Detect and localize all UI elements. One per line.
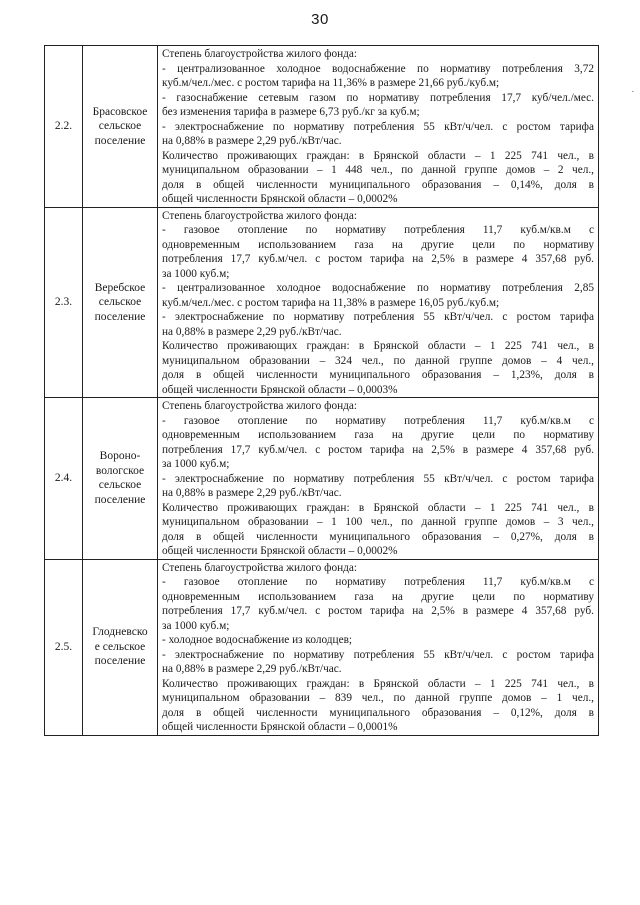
settlement-name-line: вологское bbox=[95, 464, 145, 477]
description-line: без изменения тарифа в размере 6,73 руб./кг за куб.м; bbox=[162, 106, 420, 118]
row-number: 2.5. bbox=[45, 559, 83, 735]
settlement-name bbox=[83, 207, 158, 398]
margin-mark: . bbox=[631, 84, 634, 94]
description-line: - электроснабжение по нормативу потребления 55 кВт/ч/чел. с ростом тарифа bbox=[162, 472, 594, 485]
description-line: Степень благоустройства жилого фонда: bbox=[162, 561, 358, 574]
description-line: одновременным использованием газа на другие цели по нормативу bbox=[162, 238, 594, 251]
description-line: общей численности Брянской области – 0,0002% bbox=[162, 193, 398, 205]
row-description bbox=[158, 46, 599, 208]
row-description bbox=[158, 398, 599, 560]
description-line: Степень благоустройства жилого фонда: bbox=[162, 209, 358, 222]
settlement-name-line: Веребское bbox=[94, 281, 146, 294]
table-row bbox=[45, 207, 599, 398]
description-line: - централизованное холодное водоснабжение по нормативу потребления 2,85 bbox=[162, 282, 594, 294]
settlement-name bbox=[83, 559, 158, 735]
row-number: 2.3. bbox=[45, 207, 83, 398]
description-line: Степень благоустройства жилого фонда: bbox=[162, 400, 358, 412]
description-line: Количество проживающих граждан: в Брянской области – 1 225 741 чел., в bbox=[162, 149, 594, 162]
table-row bbox=[45, 46, 599, 208]
description-line: за 1000 куб.м; bbox=[162, 619, 230, 632]
description-line: - электроснабжение по нормативу потребления 55 кВт/ч/чел. с ростом тарифа bbox=[162, 648, 594, 661]
description-line: куб.м/чел./мес. с ростом тарифа на 11,38% в размере 16,05 руб./куб.м; bbox=[162, 296, 500, 309]
description-line: общей численности Брянской области – 0,0003% bbox=[162, 383, 398, 396]
tariff-table bbox=[44, 45, 599, 736]
row-description bbox=[158, 207, 599, 398]
settlement-name-line: поселение bbox=[94, 655, 146, 668]
settlement-name-line: е сельское bbox=[94, 640, 146, 653]
description-line: муниципальном образовании – 324 чел., по данной группе домов – 4 чел., bbox=[162, 354, 594, 367]
description-line: - централизованное холодное водоснабжение по нормативу потребления 3,72 bbox=[162, 62, 594, 75]
page-number: 30 bbox=[311, 11, 329, 28]
description-line: муниципальном образовании – 1 448 чел., по данной группе домов – 2 чел., bbox=[162, 164, 594, 176]
settlement-name-line: поселение bbox=[94, 493, 146, 506]
settlement-name-line: Вороно- bbox=[99, 450, 141, 463]
settlement-name-line: Глодневско bbox=[92, 626, 148, 639]
table-body bbox=[45, 46, 599, 736]
description-line: - газовое отопление по нормативу потребления 11,7 куб.м/кв.м с bbox=[162, 576, 594, 588]
settlement-name-line: сельское bbox=[98, 296, 142, 308]
description-line: потребления 17,7 куб.м/чел. с ростом тарифа на 2,5% в размере 4 357,68 руб. bbox=[162, 443, 594, 456]
description-line: на 0,88% в размере 2,29 руб./кВт/час. bbox=[162, 487, 342, 499]
description-line: куб.м/чел./мес. с ростом тарифа на 11,36% в размере 21,66 руб./куб.м; bbox=[162, 77, 500, 89]
row-description bbox=[158, 559, 599, 735]
settlement-name bbox=[83, 46, 158, 208]
description-line: одновременным использованием газа на другие цели по нормативу bbox=[162, 429, 594, 441]
description-line: - газовое отопление по нормативу потребления 11,7 куб.м/кв.м с bbox=[162, 414, 594, 427]
settlement-name-line: поселение bbox=[94, 310, 146, 323]
settlement-name bbox=[83, 398, 158, 560]
description-line: Количество проживающих граждан: в Брянской области – 1 225 741 чел., в bbox=[162, 677, 594, 690]
description-line: потребления 17,7 куб.м/чел. с ростом тарифа на 2,5% в размере 4 357,68 руб. bbox=[162, 253, 594, 265]
description-line: общей численности Брянской области – 0,0002% bbox=[162, 545, 398, 557]
description-line: одновременным использованием газа на другие цели по нормативу bbox=[162, 590, 594, 603]
description-line: Количество проживающих граждан: в Брянской области – 1 225 741 чел., в bbox=[162, 340, 594, 352]
settlement-name-line: поселение bbox=[94, 134, 146, 147]
description-line: муниципальном образовании – 839 чел., по данной группе домов – 1 чел., bbox=[162, 692, 594, 704]
description-line: доля в общей численности муниципального образования – 1,23%, доля в bbox=[162, 369, 594, 381]
description-line: за 1000 куб.м; bbox=[162, 458, 230, 470]
description-line: доля в общей численности муниципального образования – 0,14%, доля в bbox=[162, 178, 594, 191]
description-line: Количество проживающих граждан: в Брянской области – 1 225 741 чел., в bbox=[162, 501, 594, 514]
description-line: - холодное водоснабжение из колодцев; bbox=[162, 634, 353, 646]
description-line: потребления 17,7 куб.м/чел. с ростом тарифа на 2,5% в размере 4 357,68 руб. bbox=[162, 605, 594, 617]
settlement-name-line: сельское bbox=[98, 120, 142, 132]
description-line: на 0,88% в размере 2,29 руб./кВт/час. bbox=[162, 135, 342, 147]
settlement-name-line: Брасовское bbox=[92, 105, 148, 118]
description-line: муниципальном образовании – 1 100 чел., по данной группе домов – 3 чел., bbox=[162, 516, 594, 528]
row-number: 2.4. bbox=[45, 398, 83, 560]
description-line: за 1000 куб.м; bbox=[162, 267, 230, 280]
description-line: общей численности Брянской области – 0,0001% bbox=[162, 721, 398, 733]
description-line: на 0,88% в размере 2,29 руб./кВт/час. bbox=[162, 325, 342, 338]
row-number: 2.2. bbox=[45, 46, 83, 208]
description-line: - газоснабжение сетевым газом по нормативу потребления 17,7 куб/чел./мес. bbox=[162, 91, 594, 104]
description-line: на 0,88% в размере 2,29 руб./кВт/час. bbox=[162, 663, 342, 675]
description-line: доля в общей численности муниципального образования – 0,27%, доля в bbox=[162, 530, 594, 543]
table-row bbox=[45, 398, 599, 560]
description-line: доля в общей численности муниципального образования – 0,12%, доля в bbox=[162, 706, 594, 719]
table-row bbox=[45, 559, 599, 735]
description-line: - газовое отопление по нормативу потребления 11,7 куб.м/кв.м с bbox=[162, 224, 594, 236]
description-line: - электроснабжение по нормативу потребления 55 кВт/ч/чел. с ростом тарифа bbox=[162, 311, 594, 323]
description-line: - электроснабжение по нормативу потребления 55 кВт/ч/чел. с ростом тарифа bbox=[162, 120, 594, 133]
description-line: Степень благоустройства жилого фонда: bbox=[162, 48, 358, 60]
settlement-name-line: сельское bbox=[98, 479, 142, 492]
